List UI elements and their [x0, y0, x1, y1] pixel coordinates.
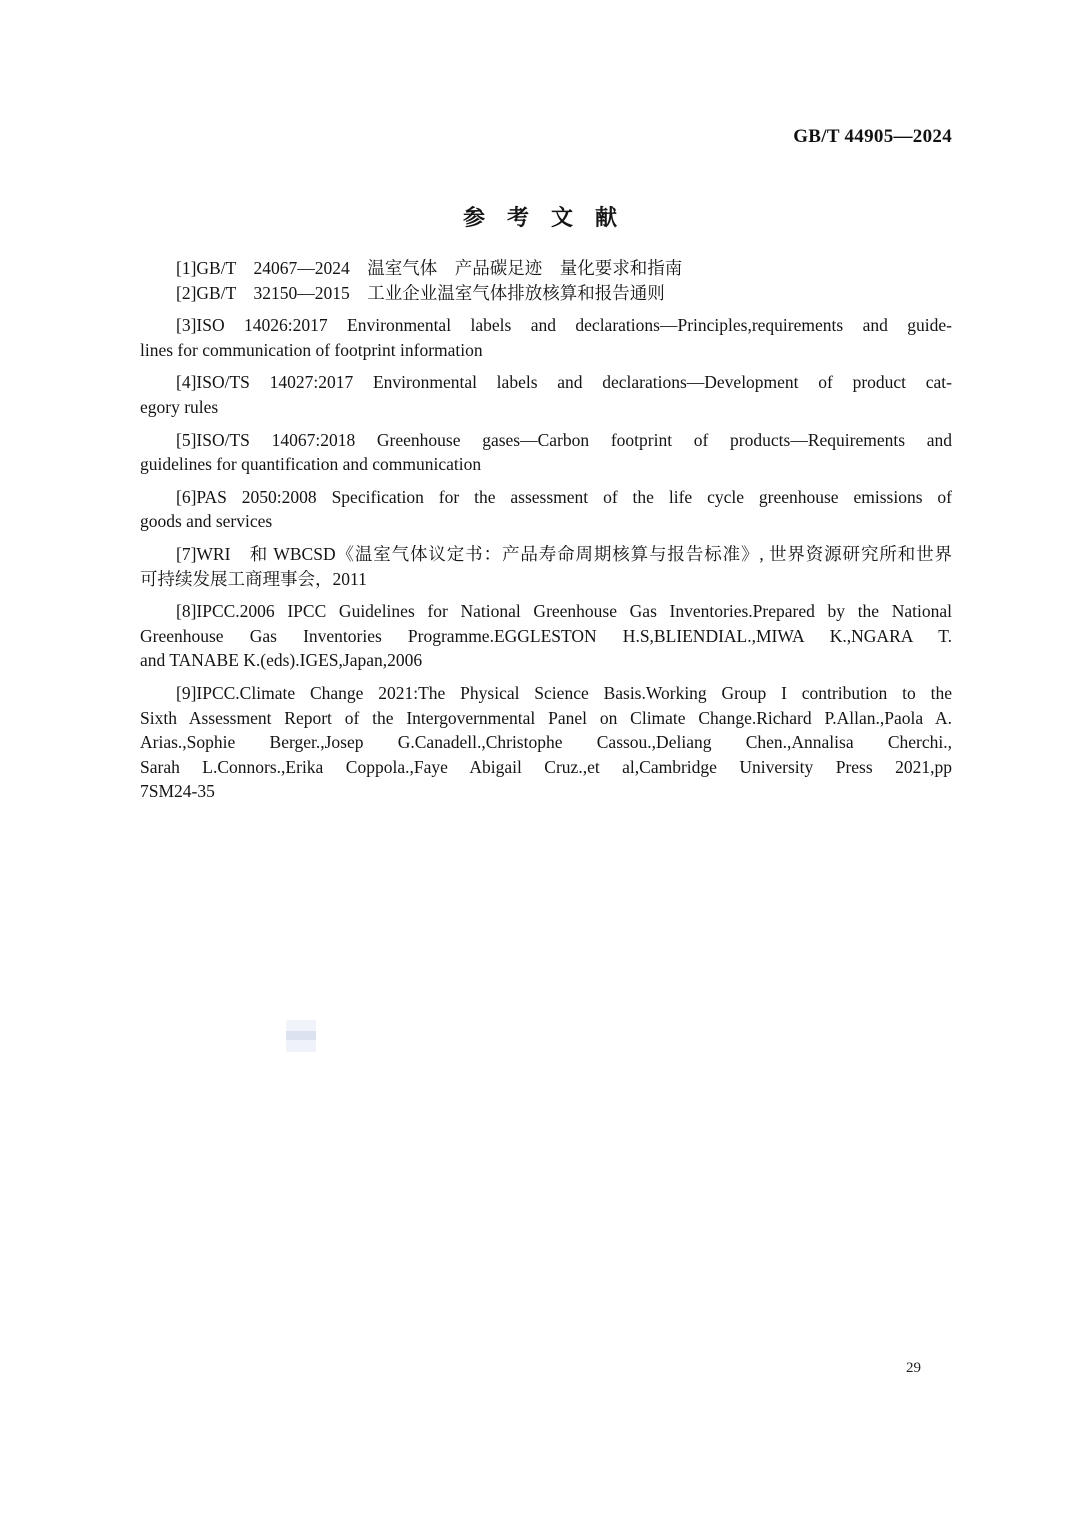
page-number: 29 [906, 1360, 921, 1376]
reference-line: Greenhouse Gas Inventories Programme.EGGLESTON H.S,BLIENDIAL.,MIWA K.,NGARA T. [140, 625, 952, 646]
reference-line: guidelines for quantification and communication [140, 454, 482, 475]
reference-entry-5 [140, 428, 952, 477]
reference-entry-7 [140, 542, 952, 591]
reference-line: goods and services [140, 511, 273, 532]
references-list [140, 256, 952, 812]
reference-line: Arias.,Sophie Berger.,Josep G.Canadell.,Christophe Cassou.,Deliang Chen.,Annalisa Cherchi., [140, 732, 952, 753]
reference-line: [8]IPCC.2006 IPCC Guidelines for National Greenhouse Gas Inventories.Prepared by the National [176, 601, 952, 622]
watermark-artifact [286, 1020, 316, 1052]
reference-line: [9]IPCC.Climate Change 2021:The Physical Science Basis.Working Group I contribution to the [176, 682, 952, 703]
reference-line: 7SM24-35 [140, 781, 215, 802]
reference-line: Sarah L.Connors.,Erika Coppola.,Faye Abigail Cruz.,et al,Cambridge University Press 2021,pp [140, 756, 952, 777]
reference-entry-2 [140, 281, 952, 306]
reference-line: 可持续发展工商理事会，2011 [140, 568, 367, 589]
standard-number: GB/T 44905—2024 [793, 126, 952, 147]
reference-line: [6]PAS 2050:2008 Specification for the assessment of the life cycle greenhouse emissions of [176, 486, 952, 507]
reference-line: [5]ISO/TS 14067:2018 Greenhouse gases—Carbon footprint of products—Requirements and [176, 429, 952, 450]
reference-line: lines for communication of footprint information [140, 339, 483, 360]
reference-line: [7]WRI 和 WBCSD《温室气体议定书：产品寿命周期核算与报告标准》, 世界资源研究所和世界 [176, 543, 952, 564]
reference-line: [3]ISO 14026:2017 Environmental labels and declarations—Principles,requirements and guide- [176, 315, 952, 336]
reference-line: [4]ISO/TS 14027:2017 Environmental labels and declarations—Development of product cat- [176, 372, 952, 393]
reference-entry-6 [140, 485, 952, 534]
reference-entry-1 [140, 256, 952, 281]
page-title: 参 考 文 献 [462, 205, 617, 230]
reference-entry-4 [140, 370, 952, 419]
reference-line: [2]GB/T 32150—2015 工业企业温室气体排放核算和报告通则 [176, 282, 665, 303]
reference-entry-9 [140, 681, 952, 804]
reference-entry-3 [140, 313, 952, 362]
reference-line: Sixth Assessment Report of the Intergovernmental Panel on Climate Change.Richard P.Allan.,Paola A. [140, 707, 952, 728]
reference-line: and TANABE K.(eds).IGES,Japan,2006 [140, 650, 423, 671]
reference-line: egory rules [140, 396, 219, 417]
reference-line: [1]GB/T 24067—2024 温室气体 产品碳足迹 量化要求和指南 [176, 258, 683, 278]
reference-entry-8 [140, 599, 952, 673]
